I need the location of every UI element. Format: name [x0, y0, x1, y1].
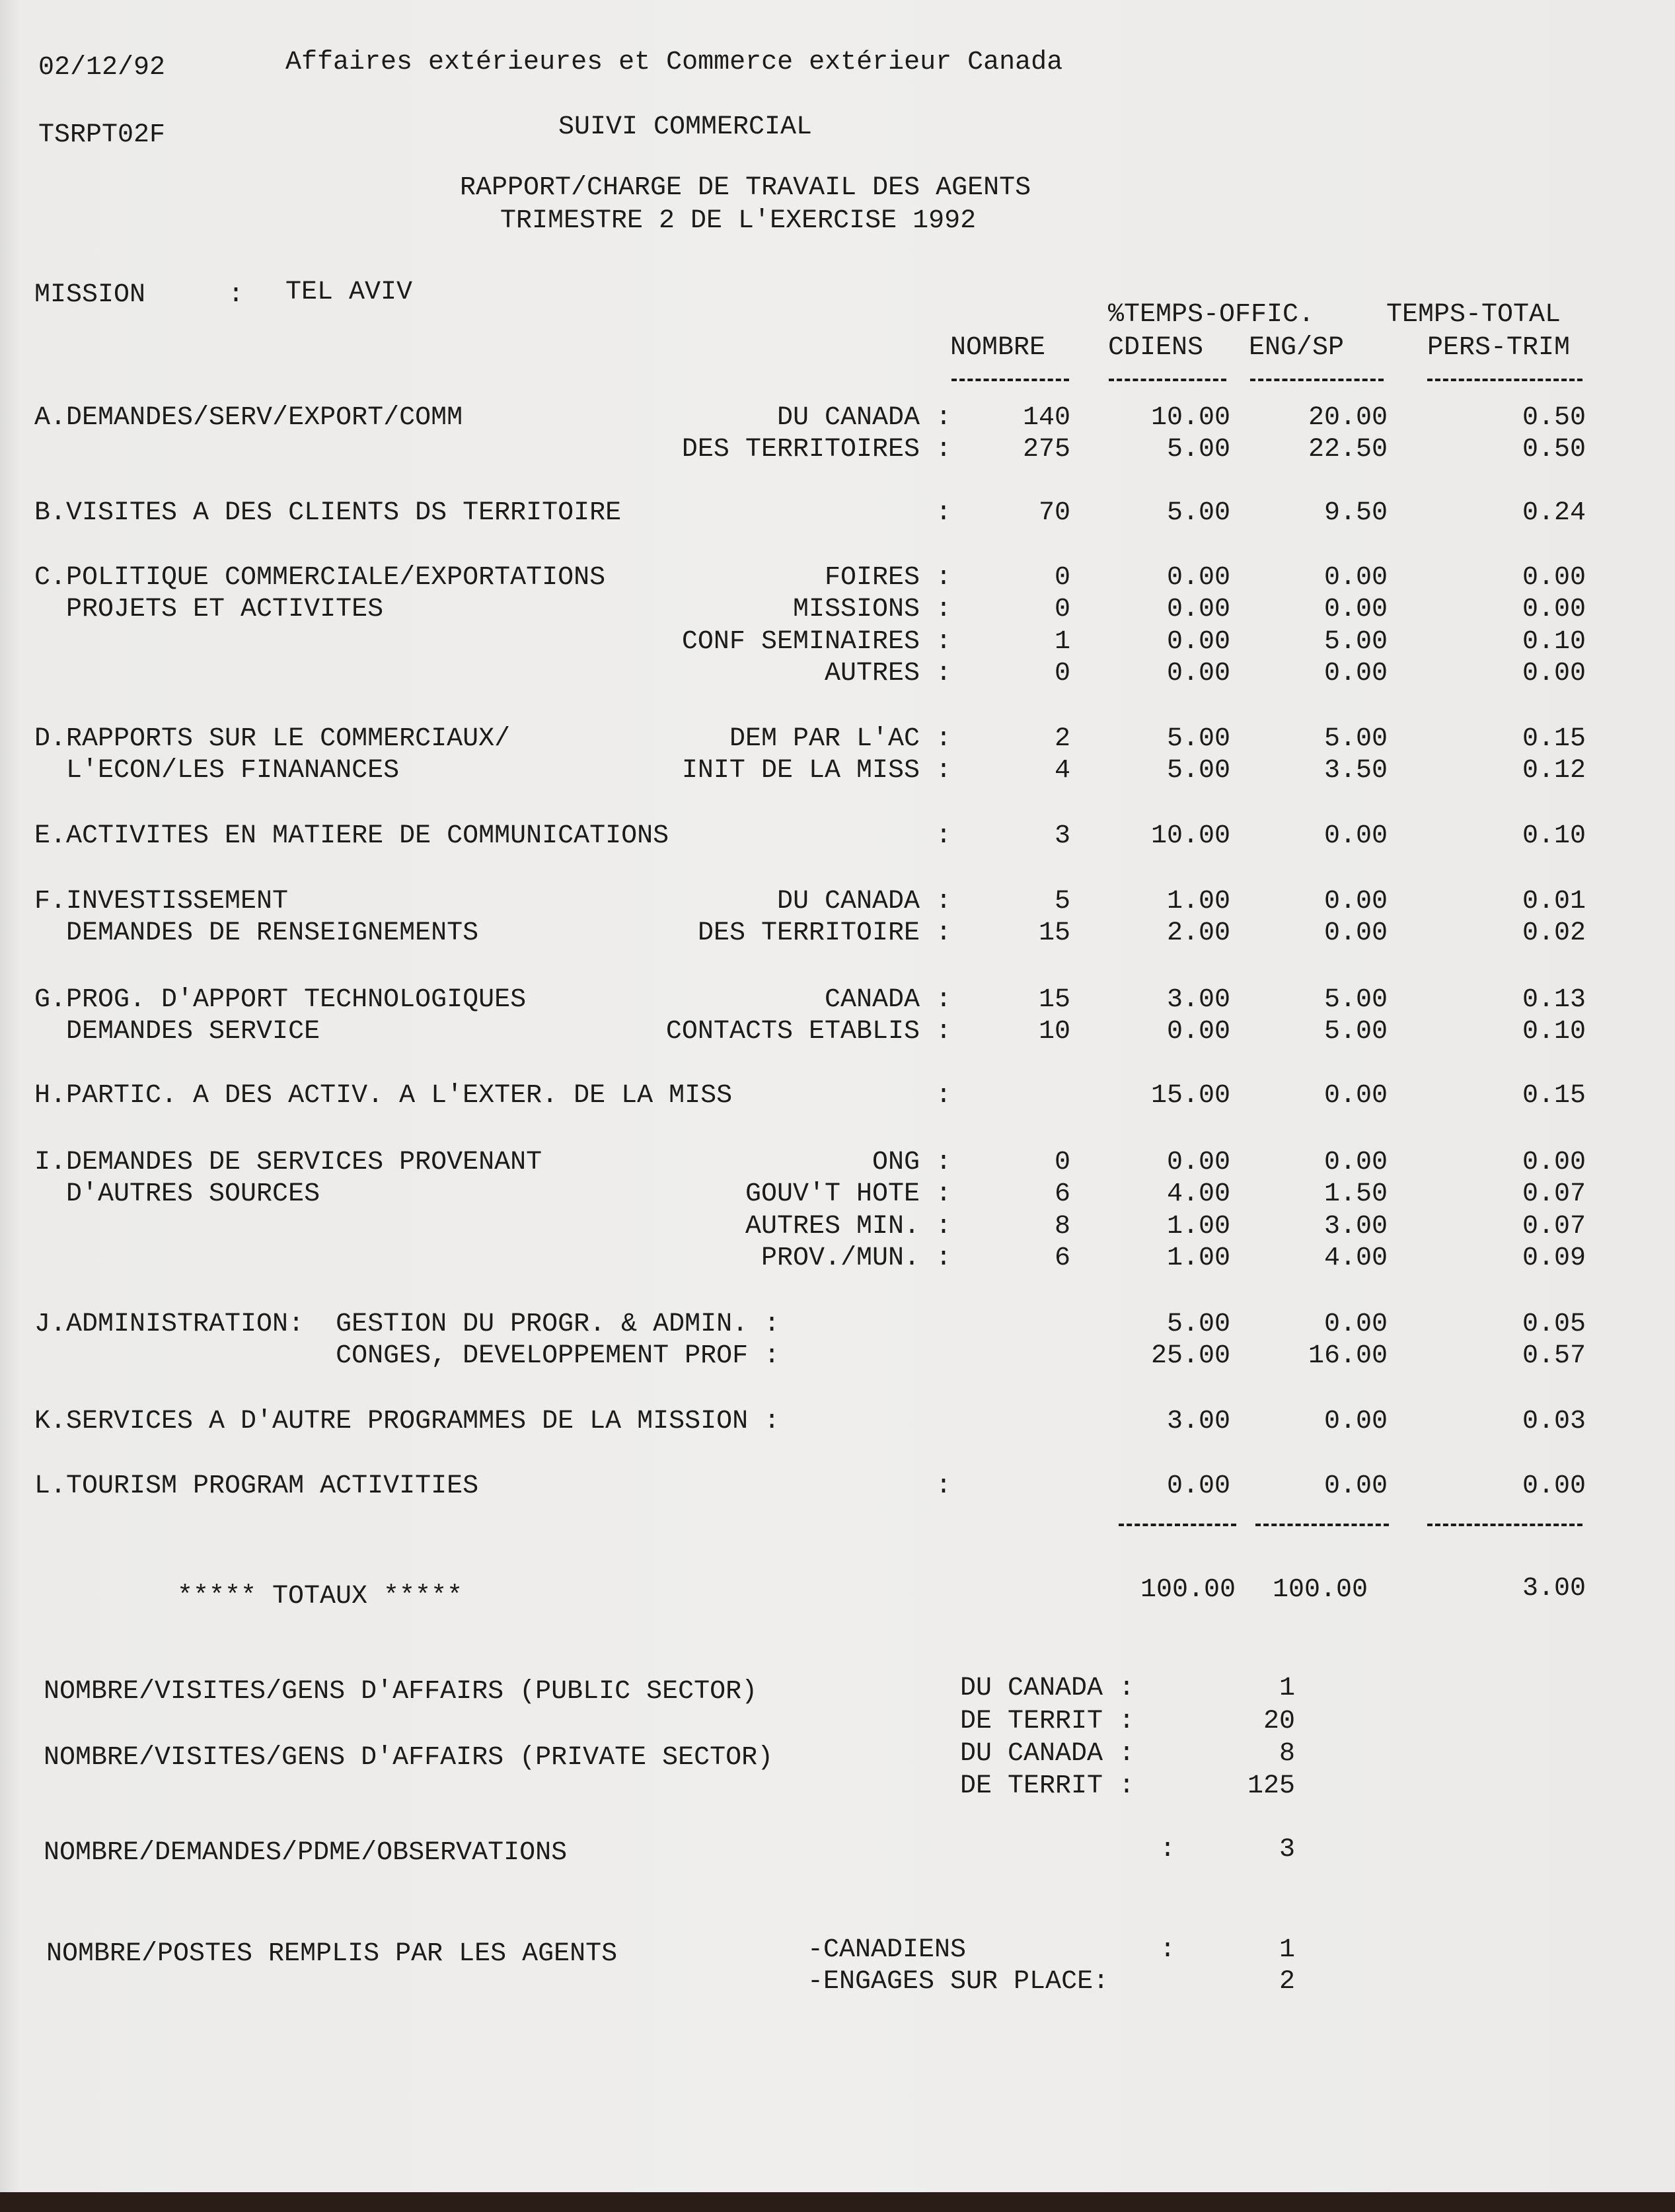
row-cdiens: 5.00 — [1166, 1309, 1230, 1339]
row-cdiens: 5.00 — [1166, 756, 1230, 786]
totals-cdiens: 100.00 — [1140, 1575, 1236, 1605]
row-engsp: 0.00 — [1323, 918, 1388, 948]
mission-label: MISSION — [34, 280, 146, 310]
row-nombre: 0 — [1054, 1148, 1070, 1177]
totals-engsp: 100.00 — [1272, 1575, 1368, 1605]
report-subtitle: TRIMESTRE 2 DE L'EXERCISE 1992 — [500, 206, 977, 236]
row-sublabel: DES TERRITOIRE : — [697, 918, 951, 948]
row-engsp: 5.00 — [1323, 724, 1388, 754]
row-label: D.RAPPORTS SUR LE COMMERCIAUX/ — [34, 724, 511, 754]
row-sublabel: CONTACTS ETABLIS : — [665, 1017, 951, 1047]
row-engsp: 3.00 — [1323, 1212, 1388, 1241]
row-cdiens: 25.00 — [1150, 1341, 1230, 1371]
row-label: E.ACTIVITES EN MATIERE DE COMMUNICATIONS — [34, 821, 669, 851]
row-engsp: 3.50 — [1323, 756, 1388, 786]
row-label: F.INVESTISSEMENT — [34, 887, 289, 916]
row-engsp: 0.00 — [1323, 595, 1388, 624]
row-pers-trim: 0.10 — [1522, 1017, 1586, 1047]
row-cdiens: 5.00 — [1166, 498, 1230, 528]
row-pers-trim: 0.50 — [1522, 403, 1586, 433]
visites-private-canada: 8 — [1279, 1739, 1295, 1769]
row-label: A.DEMANDES/SERV/EXPORT/COMM — [34, 403, 463, 433]
row-nombre: 2 — [1054, 724, 1070, 754]
row-label: B.VISITES A DES CLIENTS DS TERRITOIRE — [34, 498, 622, 528]
row-pers-trim: 0.07 — [1522, 1179, 1586, 1209]
report-title: RAPPORT/CHARGE DE TRAVAIL DES AGENTS — [460, 173, 1031, 203]
row-pers-trim: 0.00 — [1522, 1471, 1586, 1501]
row-engsp: 0.00 — [1323, 1407, 1388, 1436]
rule-nombre — [951, 379, 1069, 381]
row-cdiens: 0.00 — [1166, 563, 1230, 593]
row-engsp: 0.00 — [1323, 1148, 1388, 1177]
row-pers-trim: 0.24 — [1522, 498, 1586, 528]
row-label: L'ECON/LES FINANANCES — [34, 756, 400, 786]
row-label: H.PARTIC. A DES ACTIV. A L'EXTER. DE LA MISS — [34, 1081, 733, 1111]
row-pers-trim: 0.01 — [1522, 887, 1586, 916]
row-label: D'AUTRES SOURCES — [34, 1179, 320, 1209]
row-sublabel: MISSIONS : — [792, 595, 951, 624]
total-rule-engsp — [1255, 1524, 1389, 1526]
row-cdiens: 4.00 — [1166, 1179, 1230, 1209]
visites-private-territ-label: DE TERRIT : — [960, 1771, 1135, 1801]
report-code: TSRPT02F — [38, 120, 166, 150]
row-nombre: 8 — [1054, 1212, 1070, 1241]
row-label: G.PROG. D'APPORT TECHNOLOGIQUES — [34, 985, 527, 1015]
row-engsp: 0.00 — [1323, 1081, 1388, 1111]
row-cdiens: 10.00 — [1150, 403, 1230, 433]
row-nombre: 0 — [1054, 659, 1070, 688]
row-pers-trim: 0.07 — [1522, 1212, 1586, 1241]
row-nombre: 3 — [1054, 821, 1070, 851]
system-name: SUIVI COMMERCIAL — [558, 112, 813, 142]
row-engsp: 0.00 — [1323, 887, 1388, 916]
row-pers-trim: 0.02 — [1522, 918, 1586, 948]
col-pers-trim: PERS-TRIM — [1427, 333, 1571, 363]
col-temps-total: TEMPS-TOTAL — [1386, 300, 1561, 330]
row-sublabel: FOIRES : — [824, 563, 951, 593]
row-nombre: 275 — [1022, 435, 1070, 464]
row-nombre: 5 — [1054, 887, 1070, 916]
row-cdiens: 15.00 — [1150, 1081, 1230, 1111]
row-label: L.TOURISM PROGRAM ACTIVITIES — [34, 1471, 479, 1501]
row-pers-trim: 0.50 — [1522, 435, 1586, 464]
visites-public-label: NOMBRE/VISITES/GENS D'AFFAIRS (PUBLIC SECTOR) — [44, 1677, 758, 1707]
page-bottom-edge — [0, 2192, 1675, 2212]
row-sublabel: : — [935, 821, 951, 851]
row-pers-trim: 0.05 — [1522, 1309, 1586, 1339]
department-name: Affaires extérieures et Commerce extérieur Canada — [285, 48, 1063, 77]
row-sublabel: DEM PAR L'AC : — [729, 724, 951, 754]
postes-canadiens: 1 — [1279, 1935, 1295, 1965]
visites-private-territ: 125 — [1247, 1771, 1295, 1801]
col-temps-offic: %TEMPS-OFFIC. — [1108, 300, 1315, 330]
rule-cdiens — [1109, 379, 1226, 381]
row-nombre: 1 — [1054, 627, 1070, 657]
visites-private-label: NOMBRE/VISITES/GENS D'AFFAIRS (PRIVATE SECTOR) — [44, 1743, 774, 1773]
row-engsp: 22.50 — [1308, 435, 1388, 464]
row-cdiens: 5.00 — [1166, 724, 1230, 754]
row-pers-trim: 0.09 — [1522, 1243, 1586, 1273]
rule-engsp — [1250, 379, 1384, 381]
row-nombre: 70 — [1038, 498, 1070, 528]
row-cdiens: 1.00 — [1166, 1212, 1230, 1241]
row-cdiens: 2.00 — [1166, 918, 1230, 948]
row-cdiens: 3.00 — [1166, 1407, 1230, 1436]
row-nombre: 140 — [1022, 403, 1070, 433]
row-cdiens: 3.00 — [1166, 985, 1230, 1015]
row-sublabel: INIT DE LA MISS : — [681, 756, 951, 786]
row-sublabel: PROV./MUN. : — [761, 1243, 951, 1273]
row-engsp: 20.00 — [1308, 403, 1388, 433]
row-sublabel: DU CANADA : — [776, 403, 951, 433]
visites-public-canada-label: DU CANADA : — [960, 1674, 1135, 1703]
row-cdiens: 0.00 — [1166, 1148, 1230, 1177]
col-nombre: NOMBRE — [950, 333, 1046, 363]
mission-sep: : — [228, 280, 244, 310]
row-label: J.ADMINISTRATION: GESTION DU PROGR. & ADMIN. : — [34, 1309, 780, 1339]
postes-label: NOMBRE/POSTES REMPLIS PAR LES AGENTS — [46, 1939, 618, 1969]
row-cdiens: 0.00 — [1166, 1017, 1230, 1047]
row-cdiens: 1.00 — [1166, 887, 1230, 916]
row-nombre: 6 — [1054, 1243, 1070, 1273]
row-pers-trim: 0.00 — [1522, 595, 1586, 624]
demandes-label: NOMBRE/DEMANDES/PDME/OBSERVATIONS — [44, 1838, 568, 1868]
row-pers-trim: 0.00 — [1522, 659, 1586, 688]
col-cdiens: CDIENS — [1108, 333, 1204, 363]
row-engsp: 1.50 — [1323, 1179, 1388, 1209]
row-label: I.DEMANDES DE SERVICES PROVENANT — [34, 1148, 542, 1177]
row-engsp: 0.00 — [1323, 659, 1388, 688]
rule-pers — [1427, 379, 1582, 381]
row-sublabel: GOUV'T HOTE : — [745, 1179, 951, 1209]
row-engsp: 0.00 — [1323, 1471, 1388, 1501]
postes-canadiens-label: -CANADIENS — [807, 1935, 967, 1965]
row-engsp: 5.00 — [1323, 985, 1388, 1015]
row-label: DEMANDES SERVICE — [34, 1017, 320, 1047]
row-cdiens: 0.00 — [1166, 627, 1230, 657]
row-sublabel: CANADA : — [824, 985, 951, 1015]
row-cdiens: 0.00 — [1166, 1471, 1230, 1501]
total-rule-cdiens — [1119, 1524, 1236, 1526]
demandes-sep: : — [1160, 1835, 1176, 1864]
row-pers-trim: 0.15 — [1522, 724, 1586, 754]
row-sublabel: : — [935, 498, 951, 528]
row-pers-trim: 0.10 — [1522, 821, 1586, 851]
row-sublabel: : — [935, 1081, 951, 1111]
row-label: DEMANDES DE RENSEIGNEMENTS — [34, 918, 479, 948]
row-pers-trim: 0.57 — [1522, 1341, 1586, 1371]
row-sublabel: : — [935, 1471, 951, 1501]
row-label: K.SERVICES A D'AUTRE PROGRAMMES DE LA MISSION : — [34, 1407, 780, 1436]
row-sublabel: AUTRES : — [824, 659, 951, 688]
visites-public-territ-label: DE TERRIT : — [960, 1707, 1135, 1736]
row-engsp: 5.00 — [1323, 1017, 1388, 1047]
visites-private-canada-label: DU CANADA : — [960, 1739, 1135, 1769]
row-sublabel: CONF SEMINAIRES : — [681, 627, 951, 657]
row-label: PROJETS ET ACTIVITES — [34, 595, 384, 624]
row-engsp: 4.00 — [1323, 1243, 1388, 1273]
visites-public-canada: 1 — [1279, 1674, 1295, 1703]
row-pers-trim: 0.03 — [1522, 1407, 1586, 1436]
row-cdiens: 0.00 — [1166, 659, 1230, 688]
visites-public-territ: 20 — [1263, 1707, 1295, 1736]
row-sublabel: AUTRES MIN. : — [745, 1212, 951, 1241]
total-rule-pers — [1427, 1524, 1582, 1526]
postes-canadiens-sep: : — [1160, 1935, 1176, 1965]
row-cdiens: 5.00 — [1166, 435, 1230, 464]
row-engsp: 9.50 — [1323, 498, 1388, 528]
col-engsp: ENG/SP — [1249, 333, 1345, 363]
row-pers-trim: 0.15 — [1522, 1081, 1586, 1111]
row-pers-trim: 0.00 — [1522, 563, 1586, 593]
row-pers-trim: 0.00 — [1522, 1148, 1586, 1177]
row-cdiens: 1.00 — [1166, 1243, 1230, 1273]
row-engsp: 5.00 — [1323, 627, 1388, 657]
row-nombre: 15 — [1038, 918, 1070, 948]
row-nombre: 4 — [1054, 756, 1070, 786]
report-date: 02/12/92 — [38, 53, 166, 83]
row-label: C.POLITIQUE COMMERCIALE/EXPORTATIONS — [34, 563, 606, 593]
row-nombre: 15 — [1038, 985, 1070, 1015]
row-engsp: 16.00 — [1308, 1341, 1388, 1371]
postes-engages-label: -ENGAGES SUR PLACE: — [807, 1967, 1109, 1997]
row-label: CONGES, DEVELOPPEMENT PROF : — [34, 1341, 780, 1371]
row-sublabel: DES TERRITOIRES : — [681, 435, 951, 464]
row-pers-trim: 0.13 — [1522, 985, 1586, 1015]
row-engsp: 0.00 — [1323, 821, 1388, 851]
row-pers-trim: 0.10 — [1522, 627, 1586, 657]
row-nombre: 0 — [1054, 595, 1070, 624]
row-cdiens: 10.00 — [1150, 821, 1230, 851]
mission-value: TEL AVIV — [285, 277, 413, 307]
row-sublabel: DU CANADA : — [776, 887, 951, 916]
totals-label: ***** TOTAUX ***** — [177, 1582, 463, 1611]
row-cdiens: 0.00 — [1166, 595, 1230, 624]
row-pers-trim: 0.12 — [1522, 756, 1586, 786]
row-engsp: 0.00 — [1323, 1309, 1388, 1339]
postes-engages: 2 — [1279, 1967, 1295, 1997]
row-nombre: 0 — [1054, 563, 1070, 593]
demandes-value: 3 — [1279, 1835, 1295, 1864]
row-nombre: 6 — [1054, 1179, 1070, 1209]
row-sublabel: ONG : — [872, 1148, 951, 1177]
row-engsp: 0.00 — [1323, 563, 1388, 593]
row-nombre: 10 — [1038, 1017, 1070, 1047]
totals-pers: 3.00 — [1522, 1574, 1586, 1604]
